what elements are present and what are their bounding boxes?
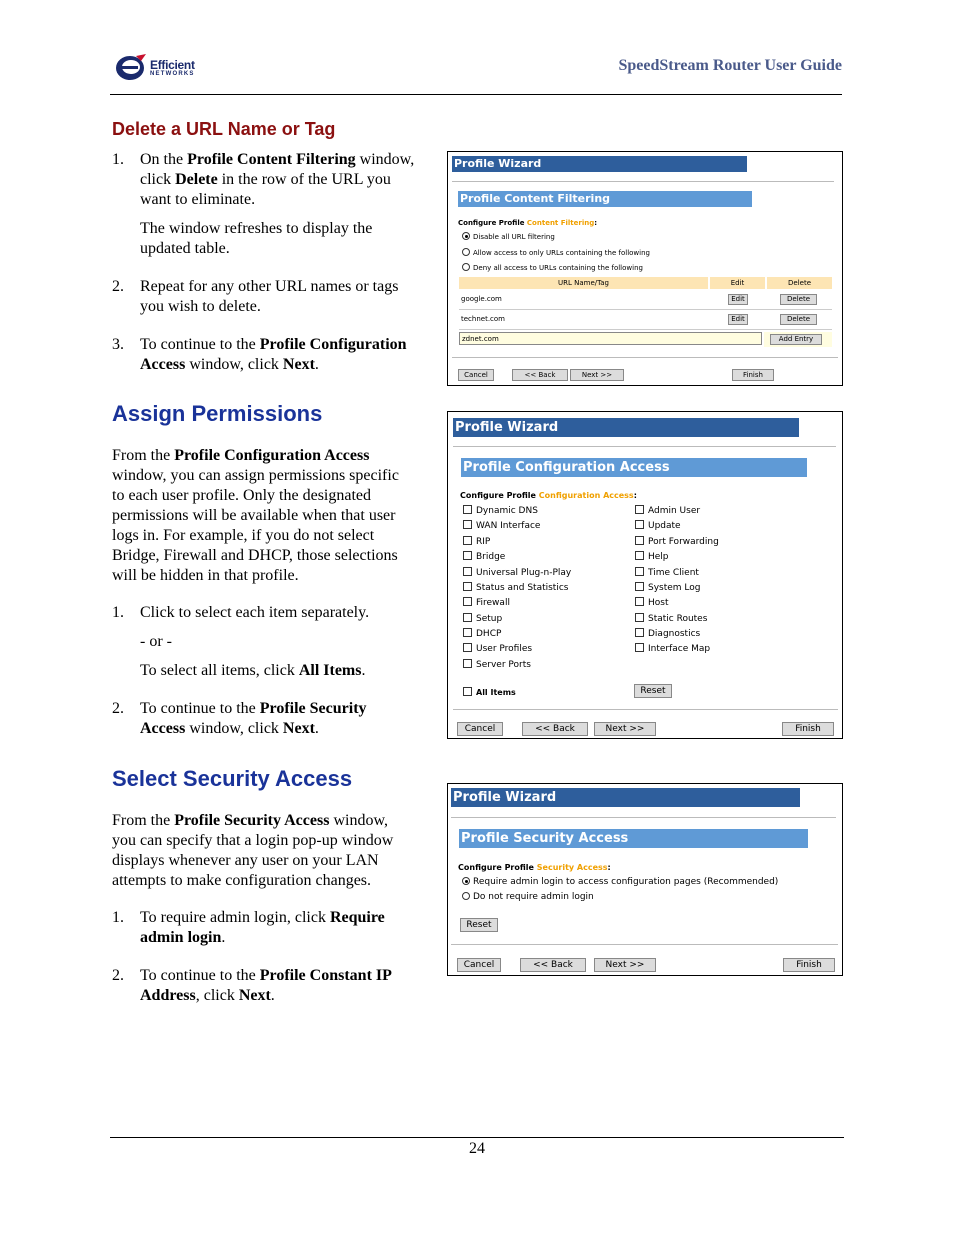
step-number: 1. xyxy=(112,909,124,926)
radio-selected-icon xyxy=(462,877,470,885)
back-button[interactable]: << Back xyxy=(512,369,568,381)
finish-button[interactable]: Finish xyxy=(783,958,835,972)
delete-button[interactable]: Delete xyxy=(780,294,817,305)
step-number: 1. xyxy=(112,151,124,168)
delete-step-2: Repeat for any other URL names or tags you wish to delete. xyxy=(140,278,399,315)
divider xyxy=(453,709,838,710)
checkbox-icon xyxy=(635,536,644,545)
add-entry-button[interactable]: Add Entry xyxy=(770,334,822,345)
cancel-button[interactable]: Cancel xyxy=(458,369,494,381)
radio-selected-icon xyxy=(462,232,470,240)
checkbox-icon xyxy=(635,505,644,514)
checkbox-dynamic-dns[interactable]: Dynamic DNS xyxy=(463,505,538,516)
divider xyxy=(452,357,838,358)
row-divider xyxy=(459,329,832,330)
checkbox-system-log[interactable]: System Log xyxy=(635,582,701,593)
efficient-networks-logo xyxy=(114,52,214,84)
checkbox-wan-interface[interactable]: WAN Interface xyxy=(463,520,540,531)
guide-title: SpeedStream Router User Guide xyxy=(618,57,842,74)
screenshot-configuration-access xyxy=(447,411,843,739)
checkbox-icon xyxy=(463,536,472,545)
checkbox-icon xyxy=(635,582,644,591)
checkbox-help[interactable]: Help xyxy=(635,551,669,562)
checkbox-upnp[interactable]: Universal Plug-n-Play xyxy=(463,567,571,578)
logo-wordmark: Efficient xyxy=(150,58,195,72)
assign-intro: From the Profile Configuration Access window, you can assign permissions specific to each user profile. Only the designated permissions will be available when that user logs in. For example, if you do not select Bridge, Firewall and DHCP, those selections will be hidden in that profile. xyxy=(112,447,399,584)
divider xyxy=(451,817,836,818)
divider xyxy=(451,944,838,945)
checkbox-icon xyxy=(463,505,472,514)
delete-step-1-note: The window refreshes to display the updated table. xyxy=(140,220,373,257)
screenshot-content-filtering xyxy=(447,151,843,386)
checkbox-server-ports[interactable]: Server Ports xyxy=(463,659,531,670)
back-button[interactable]: << Back xyxy=(520,958,586,972)
radio-icon xyxy=(462,248,470,256)
step-number: 2. xyxy=(112,278,124,295)
configure-label: Configure Profile Security Access: xyxy=(458,863,611,872)
checkbox-host[interactable]: Host xyxy=(635,597,669,608)
next-button[interactable]: Next >> xyxy=(570,369,624,381)
security-step-1: To require admin login, click Require admin login. xyxy=(140,909,385,946)
logo-e-icon xyxy=(114,52,148,82)
heading-delete-url: Delete a URL Name or Tag xyxy=(112,119,336,139)
checkbox-firewall[interactable]: Firewall xyxy=(463,597,510,608)
assign-text xyxy=(112,446,442,746)
radio-require-admin-login[interactable]: Require admin login to access configuration pages (Recommended) xyxy=(462,877,778,887)
checkbox-diagnostics[interactable]: Diagnostics xyxy=(635,628,700,639)
wizard-title-bar: Profile Wizard xyxy=(451,788,800,807)
security-text xyxy=(112,811,442,1011)
section-title-bar: Profile Configuration Access xyxy=(461,458,807,477)
checkbox-icon xyxy=(635,597,644,606)
checkbox-icon xyxy=(635,567,644,576)
checkbox-time-client[interactable]: Time Client xyxy=(635,567,699,578)
checkbox-update[interactable]: Update xyxy=(635,520,681,531)
radio-disable-filtering[interactable]: Disable all URL filtering xyxy=(462,232,555,241)
reset-button[interactable]: Reset xyxy=(634,684,672,698)
checkbox-status-statistics[interactable]: Status and Statistics xyxy=(463,582,568,593)
checkbox-bridge[interactable]: Bridge xyxy=(463,551,505,562)
footer-rule xyxy=(110,1137,844,1138)
step-number: 1. xyxy=(112,604,124,621)
section-title-bar: Profile Content Filtering xyxy=(458,191,752,207)
radio-no-admin-login[interactable]: Do not require admin login xyxy=(462,892,594,902)
step-number: 3. xyxy=(112,336,124,353)
checkbox-icon xyxy=(463,613,472,622)
checkbox-icon xyxy=(463,582,472,591)
checkbox-user-profiles[interactable]: User Profiles xyxy=(463,643,532,654)
cancel-button[interactable]: Cancel xyxy=(457,958,501,972)
checkbox-rip[interactable]: RIP xyxy=(463,536,490,547)
checkbox-icon xyxy=(463,643,472,652)
checkbox-icon xyxy=(635,613,644,622)
assign-step-2: To continue to the Profile Security Access window, click Next. xyxy=(140,700,367,737)
checkbox-icon xyxy=(463,659,472,668)
assign-step-1: Click to select each item separately. xyxy=(140,604,370,621)
column-header-url: URL Name/Tag xyxy=(459,277,708,289)
checkbox-static-routes[interactable]: Static Routes xyxy=(635,613,707,624)
checkbox-icon xyxy=(635,520,644,529)
divider xyxy=(453,446,836,447)
heading-security-access: Select Security Access xyxy=(112,766,353,791)
checkbox-icon xyxy=(463,597,472,606)
edit-button[interactable]: Edit xyxy=(728,314,748,325)
edit-button[interactable]: Edit xyxy=(728,294,748,305)
checkbox-icon xyxy=(463,551,472,560)
finish-button[interactable]: Finish xyxy=(782,722,834,736)
column-header-delete: Delete xyxy=(767,277,832,289)
divider xyxy=(452,181,834,182)
security-step-2: To continue to the Profile Constant IP Address, click Next. xyxy=(140,967,392,1004)
checkbox-icon xyxy=(635,643,644,652)
checkbox-dhcp[interactable]: DHCP xyxy=(463,628,501,639)
checkbox-setup[interactable]: Setup xyxy=(463,613,502,624)
checkbox-icon xyxy=(463,628,472,637)
checkbox-icon xyxy=(463,567,472,576)
radio-icon xyxy=(462,892,470,900)
url-cell: google.com xyxy=(461,295,502,303)
checkbox-icon xyxy=(463,687,472,696)
wizard-title-bar: Profile Wizard xyxy=(452,156,747,172)
checkbox-icon xyxy=(463,520,472,529)
reset-button[interactable]: Reset xyxy=(460,918,498,932)
or-separator: - or - xyxy=(140,633,172,650)
radio-allow-only[interactable]: Allow access to only URLs containing the following xyxy=(462,248,650,257)
finish-button[interactable]: Finish xyxy=(732,369,774,381)
checkbox-interface-map[interactable]: Interface Map xyxy=(635,643,710,654)
configure-label: Configure Profile Content Filtering: xyxy=(458,219,598,227)
section-title-bar: Profile Security Access xyxy=(459,829,808,848)
logo-subtitle: NETWORKS xyxy=(150,71,195,77)
row-divider xyxy=(459,309,832,310)
checkbox-icon xyxy=(635,551,644,560)
step-number: 2. xyxy=(112,967,124,984)
delete-step-3: To continue to the Profile Configuration Access window, click Next. xyxy=(140,336,407,373)
back-button[interactable]: << Back xyxy=(522,722,588,736)
page-number: 24 xyxy=(469,1140,485,1157)
step-number: 2. xyxy=(112,700,124,717)
cancel-button[interactable]: Cancel xyxy=(457,722,503,736)
heading-assign-permissions: Assign Permissions xyxy=(112,401,323,426)
checkbox-port-forwarding[interactable]: Port Forwarding xyxy=(635,536,719,547)
checkbox-icon xyxy=(635,628,644,637)
delete-button[interactable]: Delete xyxy=(780,314,817,325)
delete-step-1: On the Profile Content Filtering window, click Delete in the row of the URL you want to eliminate. xyxy=(140,151,415,208)
checkbox-admin-user[interactable]: Admin User xyxy=(635,505,700,516)
new-url-input[interactable]: zdnet.com xyxy=(459,332,762,345)
checkbox-all-items[interactable]: All Items xyxy=(463,687,516,697)
configure-label: Configure Profile Configuration Access: xyxy=(460,491,637,500)
next-button[interactable]: Next >> xyxy=(594,958,656,972)
next-button[interactable]: Next >> xyxy=(594,722,656,736)
delete-steps xyxy=(112,150,442,380)
url-cell: technet.com xyxy=(461,315,505,323)
assign-all-items-note: To select all items, click All Items. xyxy=(140,662,366,679)
column-header-edit: Edit xyxy=(710,277,765,289)
radio-icon xyxy=(462,263,470,271)
header-rule xyxy=(110,94,842,95)
radio-deny-all[interactable]: Deny all access to URLs containing the following xyxy=(462,263,643,272)
security-intro: From the Profile Security Access window, you can specify that a login pop-up window displays whenever any user on your LAN attempts to make configuration changes. xyxy=(112,812,394,889)
wizard-title-bar: Profile Wizard xyxy=(453,418,799,437)
screenshot-security-access xyxy=(447,783,843,976)
